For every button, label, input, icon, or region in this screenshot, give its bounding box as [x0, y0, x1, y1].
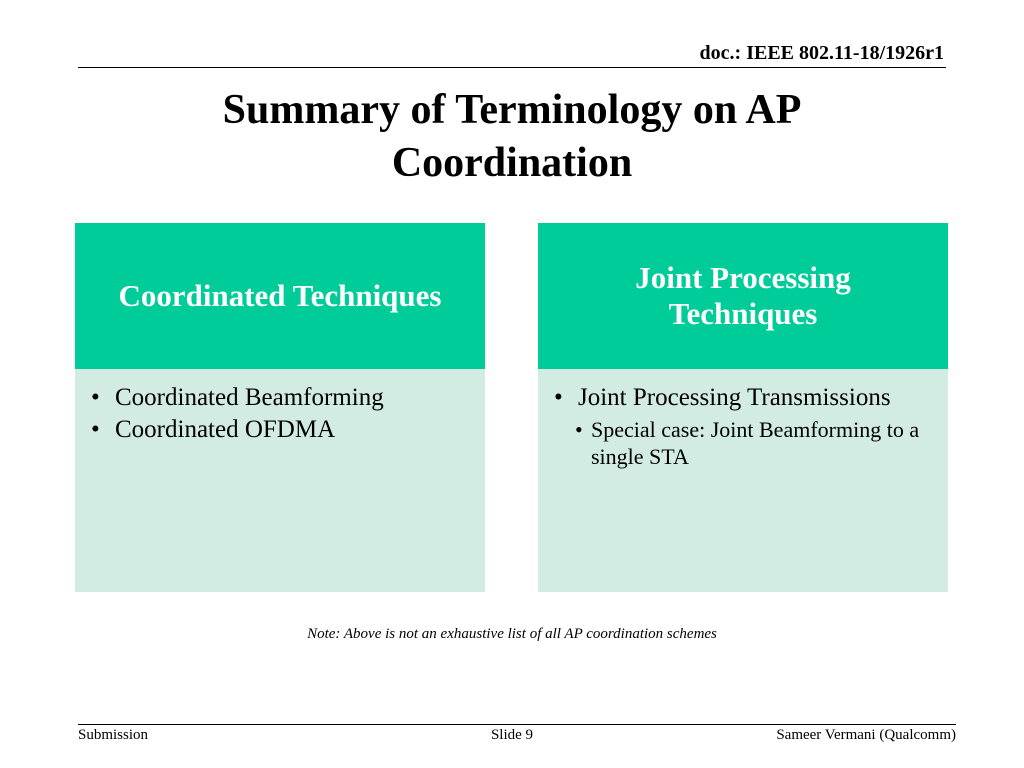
card-coordinated-techniques — [75, 223, 485, 592]
footnote: Note: Above is not an exhaustive list of all AP coordination schemes — [307, 626, 717, 642]
card-body — [75, 369, 485, 592]
header-rule — [78, 67, 946, 68]
bullet-text: Joint Processing Transmissions — [578, 384, 891, 411]
card-heading: Joint Processing Techniques — [635, 260, 851, 331]
footer-slide-number: Slide 9 — [490, 727, 534, 743]
footer-submission: Submission — [78, 727, 149, 743]
card-joint-processing-techniques — [538, 223, 948, 592]
bullet-list — [548, 383, 932, 413]
footer-rule — [78, 724, 956, 725]
footer-author: Sameer Vermani (Qualcomm) — [776, 727, 956, 743]
card-body — [538, 369, 948, 592]
sub-bullet-list — [548, 416, 932, 470]
card-header — [75, 223, 485, 369]
bullet-item: • Coordinated OFDMA — [85, 415, 469, 445]
card-header — [538, 223, 948, 369]
doc-id: doc.: IEEE 802.11-18/1926r1 — [699, 42, 944, 64]
bullet-item: • Coordinated Beamforming — [85, 383, 469, 413]
bullet-list — [85, 383, 469, 445]
bullet-item — [548, 383, 932, 413]
sub-bullet-item: • Special case: Joint Beamforming to a single STA — [548, 416, 932, 470]
card-heading: Coordinated Techniques — [118, 278, 442, 313]
slide-title: Summary of Terminology on AP Coordination — [222, 87, 802, 186]
